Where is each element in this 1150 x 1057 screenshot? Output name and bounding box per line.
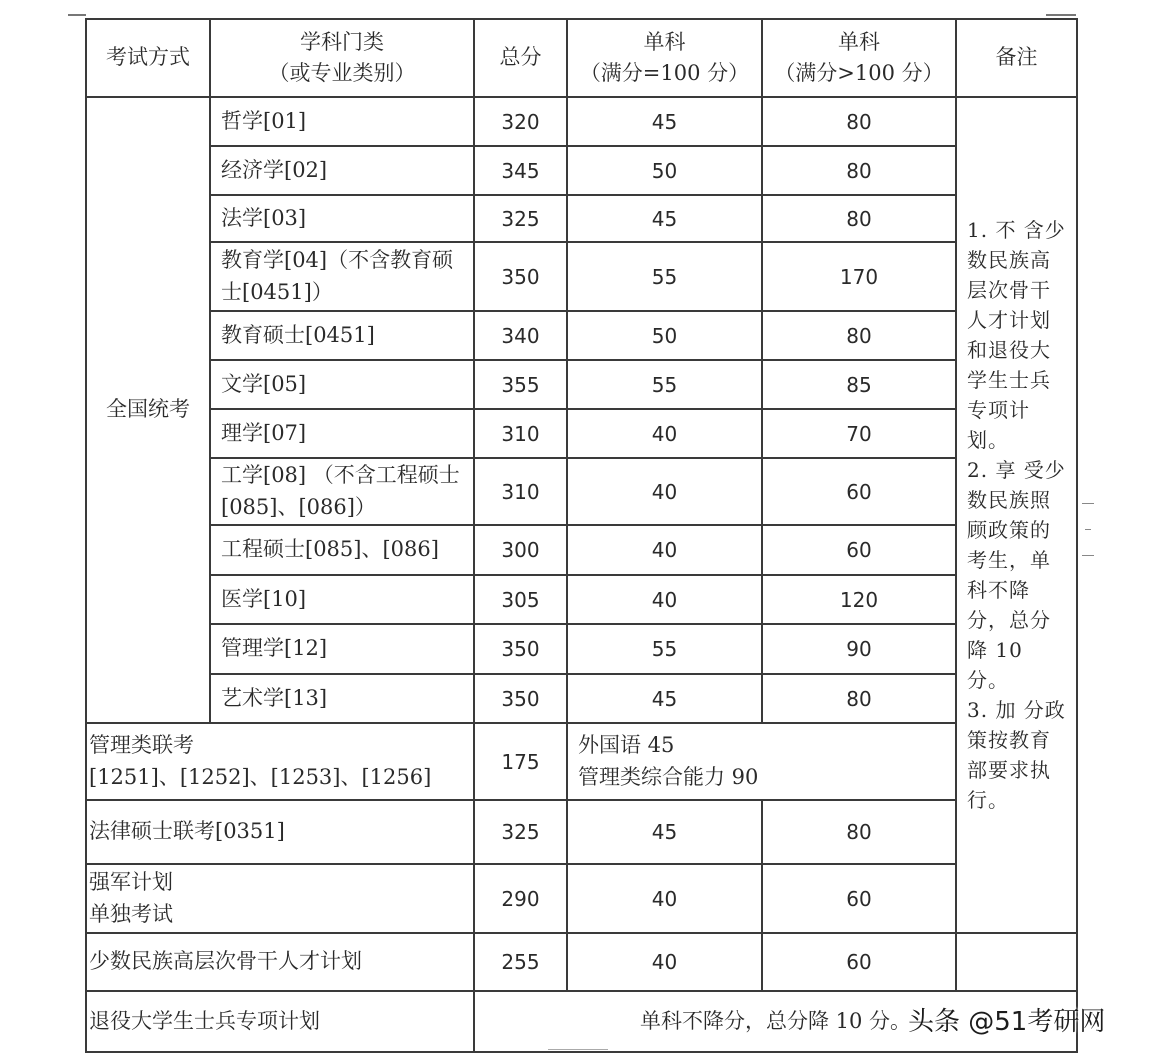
army-row <box>86 864 1077 933</box>
subject-cell: 艺术学[13] <box>210 674 474 723</box>
header-remark: 备注 <box>956 19 1077 97</box>
single-le100-cell: 55 <box>567 242 762 311</box>
subject-cell: 文学[05] <box>210 360 474 409</box>
single-le100-cell: 45 <box>567 97 762 146</box>
total-cell: 340 <box>474 311 567 360</box>
single-gt100-cell: 90 <box>762 624 956 674</box>
army-s100plus: 60 <box>762 864 956 933</box>
army-total: 290 <box>474 864 567 933</box>
single-gt100-cell: 120 <box>762 575 956 624</box>
top-edge-mark-right <box>1046 14 1076 16</box>
header-single-gt100: 单科 （满分>100 分） <box>762 19 956 97</box>
veteran-note: 单科不降分，总分降 10 分。 <box>474 991 1077 1052</box>
remark-note-2: 2. 享 受少数民族照顾政策的考生，单科不降分，总分降 10 分。 <box>967 458 1066 692</box>
single-gt100-cell: 80 <box>762 146 956 195</box>
subject-cell: 哲学[01] <box>210 97 474 146</box>
veteran-label: 退役大学生士兵专项计划 <box>86 991 474 1052</box>
remark-note-1: 1. 不 含少数民族高层次骨干人才计划和退役大学生士兵专项计划。 <box>967 218 1066 452</box>
single-gt100-cell: 80 <box>762 674 956 723</box>
table-row <box>86 409 1077 458</box>
total-cell: 310 <box>474 409 567 458</box>
table-row <box>86 242 1077 311</box>
single-le100-cell: 50 <box>567 311 762 360</box>
single-le100-cell: 55 <box>567 624 762 674</box>
law-joint-label: 法律硕士联考[0351] <box>86 800 474 864</box>
remark-note-3: 3. 加 分政策按教育部要求执行。 <box>967 698 1066 812</box>
mgmt-joint-row <box>86 723 1077 800</box>
single-gt100-cell: 60 <box>762 525 956 575</box>
minority-label: 少数民族高层次骨干人才计划 <box>86 933 474 991</box>
edge-mark <box>1085 529 1091 530</box>
subject-cell: 医学[10] <box>210 575 474 624</box>
table-row <box>86 458 1077 525</box>
table-row <box>86 195 1077 242</box>
subject-cell: 工学[08] （不含工程硕士[085]、[086]） <box>210 458 474 525</box>
total-cell: 300 <box>474 525 567 575</box>
single-le100-cell: 45 <box>567 195 762 242</box>
mgmt-joint-detail: 外国语 45 管理类综合能力 90 <box>567 723 956 800</box>
header-total: 总分 <box>474 19 567 97</box>
watermark: 头条 @51考研网 <box>908 1007 1106 1037</box>
single-le100-cell: 40 <box>567 575 762 624</box>
subject-cell: 工程硕士[085]、[086] <box>210 525 474 575</box>
table-row <box>86 674 1077 723</box>
single-le100-cell: 40 <box>567 525 762 575</box>
method-national: 全国统考 <box>86 97 210 723</box>
single-gt100-cell: 80 <box>762 195 956 242</box>
subject-cell: 教育学[04]（不含教育硕士[0451]） <box>210 242 474 311</box>
header-category: 学科门类 （或专业类别） <box>210 19 474 97</box>
table-row <box>86 311 1077 360</box>
single-gt100-cell: 80 <box>762 97 956 146</box>
total-cell: 305 <box>474 575 567 624</box>
minority-row <box>86 933 1077 991</box>
edge-mark <box>1082 503 1094 504</box>
table-row <box>86 624 1077 674</box>
edge-mark <box>1082 555 1094 556</box>
subject-cell: 教育硕士[0451] <box>210 311 474 360</box>
total-cell: 355 <box>474 360 567 409</box>
minority-total: 255 <box>474 933 567 991</box>
total-cell: 350 <box>474 674 567 723</box>
header-single-le100: 单科 （满分=100 分） <box>567 19 762 97</box>
remark-notes <box>956 97 1077 933</box>
law-joint-row <box>86 800 1077 864</box>
total-cell: 350 <box>474 242 567 311</box>
score-table <box>85 18 1078 1053</box>
single-le100-cell: 55 <box>567 360 762 409</box>
top-edge-mark-left <box>68 14 86 16</box>
table-row <box>86 360 1077 409</box>
table-row <box>86 146 1077 195</box>
table-row <box>86 525 1077 575</box>
mgmt-joint-label: 管理类联考 [1251]、[1252]、[1253]、[1256] <box>86 723 474 800</box>
subject-cell: 理学[07] <box>210 409 474 458</box>
header-row <box>86 19 1077 97</box>
law-joint-total: 325 <box>474 800 567 864</box>
single-le100-cell: 45 <box>567 674 762 723</box>
army-label: 强军计划 单独考试 <box>86 864 474 933</box>
header-method: 考试方式 <box>86 19 210 97</box>
total-cell: 345 <box>474 146 567 195</box>
law-joint-s100plus: 80 <box>762 800 956 864</box>
table-row <box>86 575 1077 624</box>
score-table-sheet <box>85 18 1076 1048</box>
single-le100-cell: 40 <box>567 409 762 458</box>
total-cell: 350 <box>474 624 567 674</box>
minority-s100plus: 60 <box>762 933 956 991</box>
subject-cell: 法学[03] <box>210 195 474 242</box>
single-le100-cell: 40 <box>567 458 762 525</box>
subject-cell: 经济学[02] <box>210 146 474 195</box>
law-joint-s100: 45 <box>567 800 762 864</box>
single-gt100-cell: 85 <box>762 360 956 409</box>
single-gt100-cell: 80 <box>762 311 956 360</box>
total-cell: 325 <box>474 195 567 242</box>
minority-s100: 40 <box>567 933 762 991</box>
total-cell: 320 <box>474 97 567 146</box>
single-gt100-cell: 70 <box>762 409 956 458</box>
single-le100-cell: 50 <box>567 146 762 195</box>
total-cell: 310 <box>474 458 567 525</box>
single-gt100-cell: 60 <box>762 458 956 525</box>
table-row <box>86 97 1077 146</box>
mgmt-joint-total: 175 <box>474 723 567 800</box>
army-s100: 40 <box>567 864 762 933</box>
single-gt100-cell: 170 <box>762 242 956 311</box>
subject-cell: 管理学[12] <box>210 624 474 674</box>
